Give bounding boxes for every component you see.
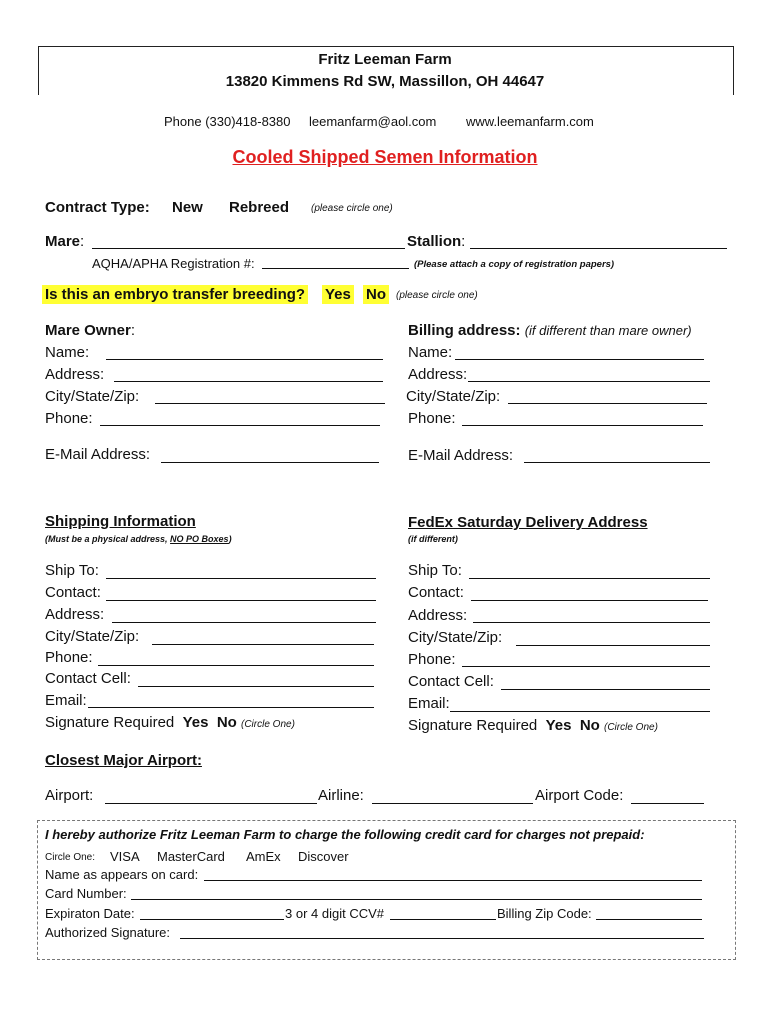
billing-phone-field[interactable] [462, 425, 703, 426]
owner-name-label: Name: [45, 344, 90, 361]
stallion-label: Stallion: [407, 233, 466, 250]
airport-label: Airport: [45, 787, 94, 804]
ship-city-field[interactable] [152, 644, 374, 645]
fedex-contact-label: Contact: [408, 584, 464, 601]
fedex-ship-to-label: Ship To: [408, 562, 462, 579]
billing-address-field[interactable] [468, 381, 710, 382]
farm-email: leemanfarm@aol.com [309, 114, 437, 129]
fedex-contact-field[interactable] [471, 600, 708, 601]
fedex-email-field[interactable] [450, 711, 710, 712]
billing-heading: Billing address: (if different than mare owner) [408, 322, 692, 339]
contract-option-new[interactable]: New [172, 199, 203, 216]
airport-field[interactable] [105, 803, 317, 804]
fedex-signature-label: Signature Required Yes No (Circle One) [408, 717, 658, 734]
fedex-heading: FedEx Saturday Delivery Address [408, 514, 648, 531]
fedex-city-label: City/State/Zip: [408, 629, 503, 646]
card-discover[interactable]: Discover [298, 849, 349, 864]
owner-city-field[interactable] [155, 403, 385, 404]
owner-phone-field[interactable] [100, 425, 380, 426]
ship-to-field[interactable] [106, 578, 376, 579]
airport-heading: Closest Major Airport: [45, 752, 202, 769]
mare-label: Mare: [45, 233, 85, 250]
ship-address-field[interactable] [112, 622, 376, 623]
billing-email-label: E-Mail Address: [408, 447, 514, 464]
owner-address-label: Address: [45, 366, 105, 383]
fedex-address-field[interactable] [473, 622, 710, 623]
ccv-label: 3 or 4 digit CCV# [285, 906, 384, 921]
registration-label: AQHA/APHA Registration #: [92, 256, 255, 271]
farm-phone: Phone (330)418-8380 [164, 114, 291, 129]
fedex-note: (if different) [408, 534, 458, 544]
expiration-field[interactable] [140, 919, 284, 920]
ship-signature-label: Signature Required Yes No (Circle One) [45, 714, 295, 731]
airport-code-label: Airport Code: [535, 787, 624, 804]
ship-city-label: City/State/Zip: [45, 628, 140, 645]
ship-phone-label: Phone: [45, 649, 93, 666]
ccv-field[interactable] [390, 919, 496, 920]
billing-phone-label: Phone: [408, 410, 456, 427]
registration-note: (Please attach a copy of registration papers) [414, 259, 615, 270]
airport-code-field[interactable] [631, 803, 704, 804]
contract-note: (please circle one) [311, 203, 393, 214]
owner-email-field[interactable] [161, 462, 379, 463]
embryo-no[interactable]: No [363, 285, 389, 304]
fedex-city-field[interactable] [516, 645, 710, 646]
card-mastercard[interactable]: MasterCard [157, 849, 225, 864]
billing-name-field[interactable] [455, 359, 704, 360]
mare-field[interactable] [92, 248, 405, 249]
airline-field[interactable] [372, 803, 533, 804]
form-title: Cooled Shipped Semen Information [232, 147, 538, 167]
billing-address-label: Address: [408, 366, 468, 383]
ship-cell-field[interactable] [138, 686, 374, 687]
fedex-phone-label: Phone: [408, 651, 456, 668]
owner-city-label: City/State/Zip: [45, 388, 140, 405]
billing-email-field[interactable] [524, 462, 710, 463]
shipping-note: (Must be a physical address, NO PO Boxes) [45, 534, 232, 544]
fedex-cell-label: Contact Cell: [408, 673, 494, 690]
ship-cell-label: Contact Cell: [45, 670, 131, 687]
ship-to-label: Ship To: [45, 562, 99, 579]
embryo-note: (please circle one) [396, 290, 478, 301]
fedex-phone-field[interactable] [462, 666, 710, 667]
ship-email-label: Email: [45, 692, 87, 709]
fedex-address-label: Address: [408, 607, 468, 624]
ship-contact-label: Contact: [45, 584, 101, 601]
owner-name-field[interactable] [106, 359, 383, 360]
card-number-label: Card Number: [45, 886, 127, 901]
card-amex[interactable]: AmEx [246, 849, 281, 864]
stallion-field[interactable] [470, 248, 727, 249]
billing-zip-field[interactable] [596, 919, 702, 920]
card-number-field[interactable] [131, 899, 702, 900]
owner-phone-label: Phone: [45, 410, 93, 427]
billing-city-field[interactable] [508, 403, 707, 404]
card-visa[interactable]: VISA [110, 849, 140, 864]
fedex-email-label: Email: [408, 695, 450, 712]
name-on-card-label: Name as appears on card: [45, 867, 199, 882]
billing-name-label: Name: [408, 344, 453, 361]
authorized-signature-label: Authorized Signature: [45, 925, 171, 940]
owner-address-field[interactable] [114, 381, 383, 382]
farm-name: Fritz Leeman Farm [318, 51, 452, 68]
ship-contact-field[interactable] [106, 600, 376, 601]
farm-address: 13820 Kimmens Rd SW, Massillon, OH 44647 [225, 73, 545, 90]
name-on-card-field[interactable] [204, 880, 702, 881]
fedex-ship-to-field[interactable] [469, 578, 710, 579]
authorized-signature-field[interactable] [180, 938, 704, 939]
shipping-heading: Shipping Information [45, 513, 196, 530]
card-circle-one: Circle One: [45, 852, 96, 863]
fedex-cell-field[interactable] [501, 689, 710, 690]
contract-option-rebreed[interactable]: Rebreed [229, 199, 290, 216]
embryo-yes[interactable]: Yes [322, 285, 354, 304]
expiration-label: Expiraton Date: [45, 906, 135, 921]
embryo-question: Is this an embryo transfer breeding? [42, 285, 308, 304]
credit-authorization: I hereby authorize Fritz Leeman Farm to charge the following credit card for charges not prepaid: [45, 827, 645, 842]
ship-address-label: Address: [45, 606, 105, 623]
mare-owner-heading: Mare Owner: [45, 322, 136, 339]
ship-phone-field[interactable] [98, 665, 374, 666]
airline-label: Airline: [318, 787, 364, 804]
ship-email-field[interactable] [88, 707, 374, 708]
registration-field[interactable] [262, 268, 409, 269]
billing-city-label: City/State/Zip: [406, 388, 501, 405]
owner-email-label: E-Mail Address: [45, 446, 151, 463]
billing-zip-label: Billing Zip Code: [497, 906, 592, 921]
farm-website: www.leemanfarm.com [466, 114, 594, 129]
contract-type-label: Contract Type: [45, 199, 150, 216]
